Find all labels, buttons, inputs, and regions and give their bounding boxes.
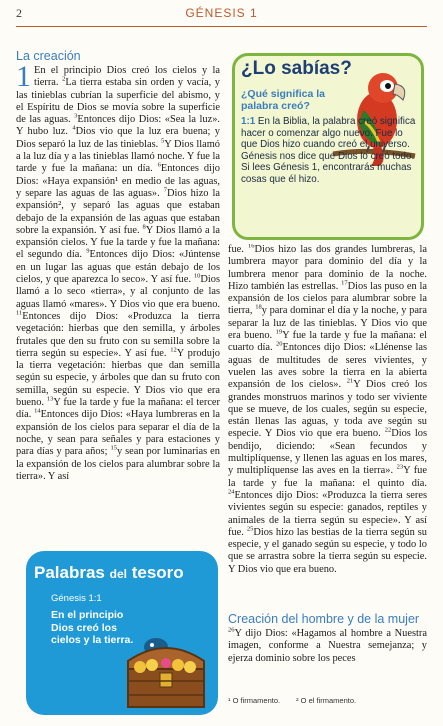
verse-text: Dios hizo las dos grandes lumbreras, la lumbrera mayor para dominio del día y la lumbrera menor para dominio de la noche. Hizo también las estrellas. <box>228 244 427 292</box>
verse-number: 20 <box>276 340 283 348</box>
verse-paragraph <box>228 628 427 665</box>
verse-text: fue. <box>228 244 249 255</box>
running-head: GÉNESIS 1 <box>185 6 258 20</box>
did-you-know-body <box>241 116 417 186</box>
verse-text: Dios los bendijo, diciendo: «Sean fecundos y multiplíquense, y llenen las aguas en los mares, y multiplíquense las aves en la tierra». <box>228 428 427 477</box>
verse-number: 11 <box>16 309 23 317</box>
verse-number: 3 <box>74 112 78 120</box>
verse-number: 22 <box>384 426 392 434</box>
page-header <box>16 6 427 24</box>
verse-text: Y Dios creó los grandes monstruos marinos y todo ser viviente que se mueve, de los cuales, según su especie, están llenas las aguas, y toda ave según su especie. Y Dios vio que era bueno. <box>228 379 427 440</box>
did-you-know-question: ¿Qué significa la palabra creó? <box>241 88 326 112</box>
verse-text: Entonces dijo Dios: «Llénense las aguas de multitudes de seres vivientes, y vuelen las aves sobre la tierra en la abierta expansión de los cielos». <box>228 342 427 391</box>
verse-number: 17 <box>341 279 348 287</box>
did-you-know-box <box>232 53 424 240</box>
verse-text: Entonces dijo Dios: «Sea la luz». Y hubo luz. <box>16 114 220 138</box>
section-title-creation: La creación <box>16 50 81 63</box>
did-you-know-title: ¿Lo sabías? <box>241 58 352 79</box>
verse-number: 10 <box>193 272 201 280</box>
verse-number: 23 <box>396 463 404 471</box>
verse-number: 7 <box>163 186 167 194</box>
verse-number: 26 <box>228 626 235 634</box>
verse-text: Entonces dijo Dios: «Produzca la tierra vegetación: hierbas que den semilla, y árboles frutales que den su fruto con su semilla sobre la tierra según su especie». Y así fue. <box>16 310 220 359</box>
verse-text: Entonces dijo Dios: «Júntense en un lugar las aguas que están debajo de los cielos, y que aparezca lo seco». Y así fue. <box>16 249 220 286</box>
verse-number: 8 <box>142 223 146 231</box>
treasure-title-word-2: del <box>109 567 127 581</box>
verse-text: Y fue la tarde y fue la mañana: el quinto día. <box>228 465 427 489</box>
verse-text: Dios vio que la luz era buena; y Dios separó la luz de las tinieblas. <box>16 126 220 150</box>
verse-text: La tierra estaba sin orden y vacía, y las tinieblas cubrían la superficie del abismo, y el Espíritu de Dios se movía sobre la superficie de las aguas. <box>16 77 220 126</box>
verse-text: Y fue la tarde y fue la mañana: el tercer día. <box>16 397 220 421</box>
verse-number: 9 <box>86 247 90 255</box>
verse-text: Y Dios llamó a la luz día y a las tinieblas llamó noche. Y fue la tarde y fue la mañana: un día. <box>16 138 220 175</box>
treasure-chest-icon <box>120 621 212 711</box>
verse-text: Y fue la tarde y fue la mañana: el cuarto día. <box>228 330 427 354</box>
verse-number: 5 <box>160 137 165 145</box>
verse-text: En el principio Dios creó los cielos y la tierra. <box>34 65 220 89</box>
verse-text: Entonces dijo Dios: «Haya lumbreras en la expansión de los cielos para separar el día de la noche, y sean para señales y para estaciones y para días y para años; <box>16 409 220 458</box>
treasure-verse-text: En el principio Dios creó los cielos y la tierra. <box>51 609 134 646</box>
verse-number: 25 <box>246 525 254 533</box>
text-column-right <box>228 244 427 609</box>
verse-number: 16 <box>248 244 255 250</box>
verse-number: 18 <box>255 304 262 312</box>
text-column-right-lower <box>228 613 427 693</box>
footnotes <box>228 696 427 705</box>
text-column-left <box>16 50 220 546</box>
verse-text: Y produjo la tierra vegetación: hierbas que dan semilla según su especie, y árboles que dan su fruto con semilla, según su especie. Y Dios vio que era bueno. <box>16 347 220 409</box>
verse-text: Y Dios llamó a la expansión cielos. Y fue la tarde y fue la mañana: el segundo día. <box>16 224 220 261</box>
page-number: 2 <box>16 6 22 20</box>
verse-text: Dios llamó a lo seco «tierra», y al conjunto de las aguas llamó «mares». Y Dios vio que era bueno. <box>16 274 220 310</box>
verse-number: 6 <box>157 161 161 169</box>
verse-number: 2 <box>62 75 66 83</box>
verse-number: 24 <box>228 488 235 496</box>
treasure-title-word-1: Palabras <box>34 563 105 582</box>
verse-text: Entonces dijo Dios: «Produzca la tierra seres vivientes según su especie: ganados, reptiles y animales de la tierra según su especie». Y así fue. <box>228 489 427 538</box>
verse-text: Dios hizo las bestias de la tierra según su especie, y el ganado según su especie, y todo lo que se arrastra sobre la tierra según su especie. Y Dios vio que era bueno. <box>228 526 427 575</box>
verse-paragraph <box>228 244 427 576</box>
did-you-know-ref: 1:1 <box>241 116 256 127</box>
verse-text: Entonces dijo Dios: «Haya expansión¹ en medio de las aguas, y separe las aguas de las aguas». <box>16 163 220 199</box>
verse-text: Dios las puso en la expansión de los cielos para alumbrar sobre la tierra, <box>228 280 427 317</box>
footnote-1: ¹ O firmamento. <box>228 696 281 705</box>
verse-number: 21 <box>346 377 354 385</box>
verse-number: 4 <box>72 125 76 133</box>
section-title-man-woman: Creación del hombre y de la mujer <box>228 613 420 626</box>
verse-number: 19 <box>275 328 283 336</box>
chapter-drop-cap: 1 <box>16 60 31 93</box>
verse-number: 15 <box>110 444 117 452</box>
verse-text: y sean por luminarias en la expansión de los cielos para alumbrar sobre la tierra». Y así <box>16 446 220 482</box>
verse-number: 12 <box>170 346 177 354</box>
verse-number: 14 <box>34 407 41 415</box>
treasure-verse-ref: Génesis 1:1 <box>51 593 102 604</box>
verse-paragraph <box>16 60 220 483</box>
treasure-words-box <box>26 551 218 715</box>
header-rule <box>16 26 427 27</box>
verse-text: Y dijo Dios: «Hagamos al hombre a Nuestra imagen, conforme a Nuestra semejanza; y ejerza dominio sobre los peces <box>228 628 427 664</box>
treasure-words-title <box>34 563 184 583</box>
footnote-2: ² O el firmamento. <box>296 696 357 705</box>
verse-text: Dios hizo la expansión², y separó las aguas que estaban debajo de la expansión de las aguas que estaban sobre la expansión. Y así fue. <box>16 187 220 236</box>
verse-number: 13 <box>46 395 54 403</box>
verse-text: y para dominar el día y la noche, y para separar la luz de las tinieblas. Y Dios vio que era bueno. <box>228 305 427 342</box>
did-you-know-text: En la Biblia, la palabra creó significa hacer o comenzar algo nuevo. Fue lo que Dios hizo cuando creó el universo. Génesis nos dice que Dios lo creó todo. Si lees Génesis 1, encontrarás muchas cosas que él hizo. <box>241 116 416 185</box>
treasure-title-word-3: tesoro <box>131 563 184 582</box>
